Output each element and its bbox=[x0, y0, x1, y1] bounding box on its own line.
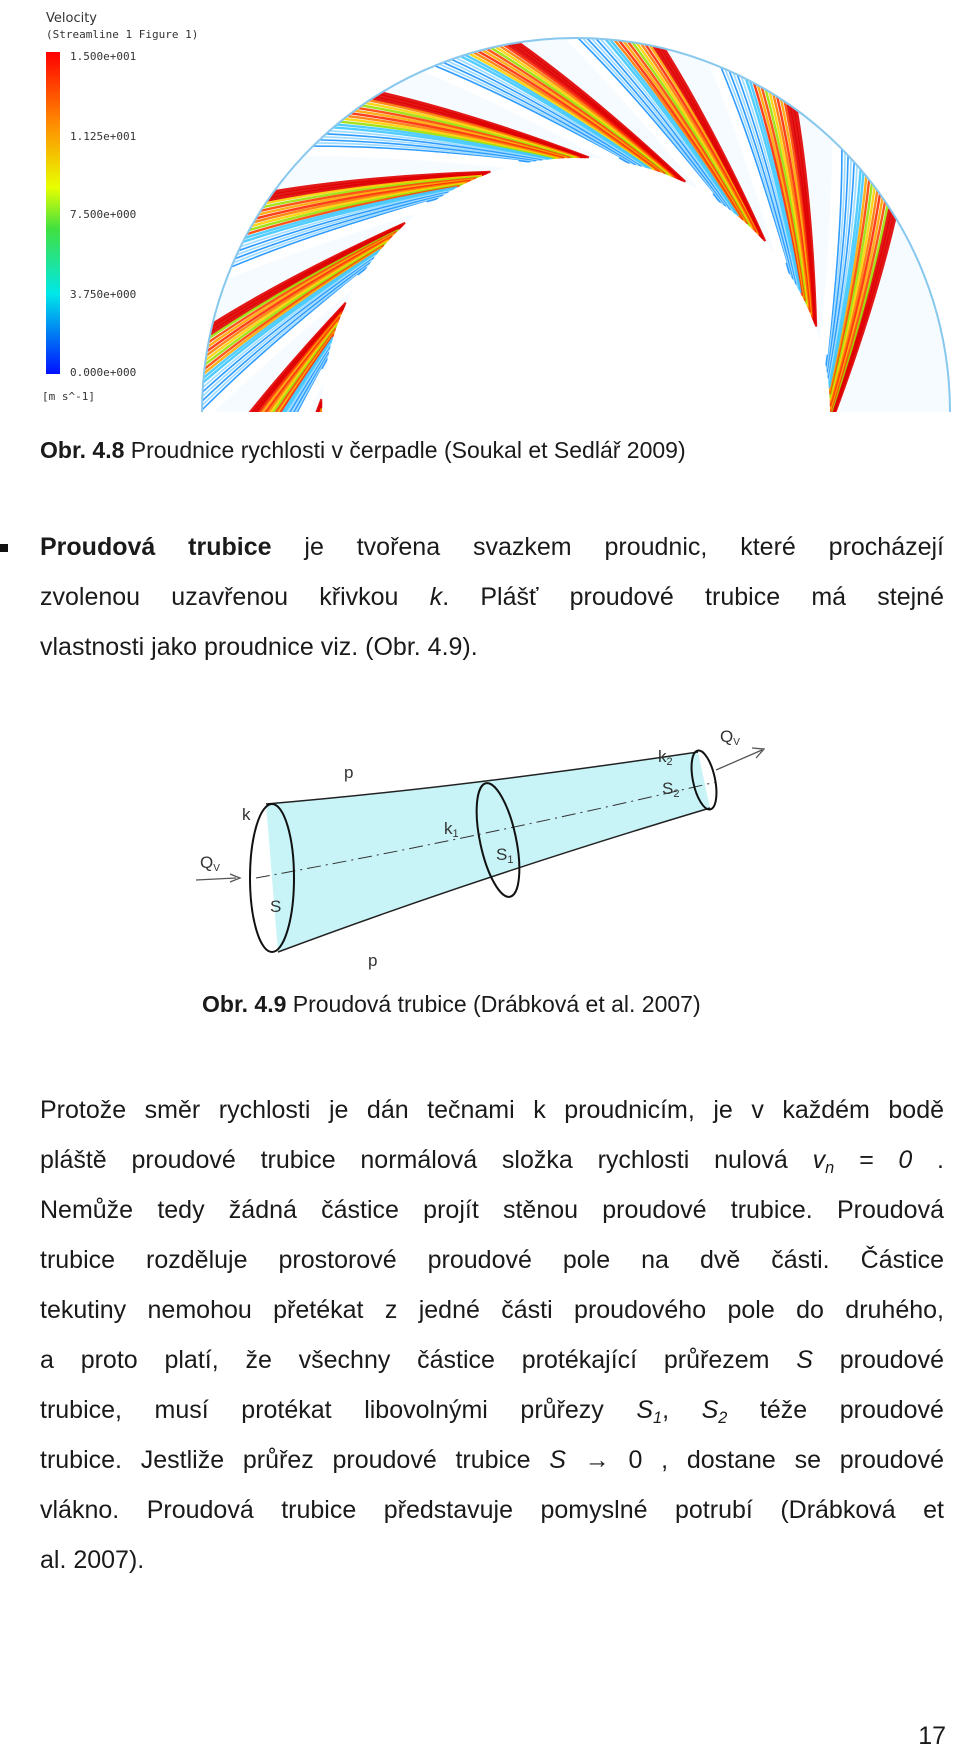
legend-tick: 0.000e+000 bbox=[70, 366, 137, 379]
text: . Plášť proudové trubice má stejné bbox=[442, 583, 944, 611]
label-k2: k2 bbox=[658, 747, 673, 768]
legend-subtitle: (Streamline 1 Figure 1) bbox=[46, 28, 199, 41]
text: trubice. Jestliže průřez proudové trubice bbox=[40, 1446, 550, 1474]
text: a proto platí, že všechny částice protékající průřezem bbox=[40, 1346, 797, 1374]
var-v: $v_n$ bbox=[812, 1146, 835, 1177]
outflow-arrow bbox=[716, 750, 762, 770]
caption-text: Proudová trubice (Drábková et al. 2007) bbox=[286, 991, 701, 1017]
text: trubice, musí protékat libovolnými průřezy bbox=[40, 1396, 637, 1424]
text: Nemůže tedy žádná částice projít stěnou proudové trubice. Proudová bbox=[40, 1196, 944, 1224]
text: vlákno. Proudová trubice představuje pomyslné potrubí (Drábková et bbox=[40, 1496, 944, 1524]
legend-tick: 3.750e+000 bbox=[70, 288, 137, 301]
legend-tick: 7.500e+000 bbox=[70, 208, 137, 221]
text: , bbox=[662, 1396, 702, 1424]
var-s2: $S_2$ bbox=[701, 1396, 728, 1427]
var-s: S bbox=[796, 1346, 813, 1374]
text: , dostane se proudové bbox=[642, 1446, 944, 1474]
text: vlastnosti jako proudnice viz. (Obr. 4.9). bbox=[40, 633, 478, 661]
page-number: 17 bbox=[918, 1722, 946, 1750]
label-s2: S2 bbox=[662, 779, 680, 800]
var-s: S bbox=[549, 1446, 566, 1474]
equals-zero: = 0 bbox=[834, 1146, 913, 1174]
legend-tick: 1.125e+001 bbox=[70, 130, 137, 143]
label-p-bottom: p bbox=[368, 951, 378, 970]
legend-tick: 1.500e+001 bbox=[70, 50, 137, 63]
text: pláště proudové trubice normálová složka rychlosti nulová bbox=[40, 1146, 813, 1174]
var-k: k bbox=[429, 583, 443, 611]
label-p-top: p bbox=[344, 763, 354, 782]
body-paragraph bbox=[40, 1085, 944, 1585]
inflow-arrow bbox=[196, 878, 236, 880]
figure-caption-4-9 bbox=[202, 990, 701, 1018]
caption-label: Obr. 4.8 bbox=[40, 437, 125, 463]
label-k: k bbox=[242, 805, 251, 824]
text: zvolenou uzavřenou křivkou bbox=[40, 583, 430, 611]
color-scale-bar bbox=[46, 52, 60, 374]
legend-title: Velocity bbox=[46, 11, 97, 26]
text: téže proudové bbox=[727, 1396, 944, 1424]
text: Protože směr rychlosti je dán tečnami k proudnicím, je v každém bodě bbox=[40, 1096, 944, 1124]
figure-caption-4-8 bbox=[40, 436, 686, 464]
stream-tube-diagram bbox=[196, 728, 776, 973]
label-k1: k1 bbox=[444, 819, 459, 840]
caption-text: Proudnice rychlosti v čerpadle (Soukal et Sedlář 2009) bbox=[124, 437, 686, 463]
bullet-marker bbox=[0, 544, 8, 552]
text: al. 2007). bbox=[40, 1546, 145, 1574]
caption-label: Obr. 4.9 bbox=[202, 991, 287, 1017]
text: proudové bbox=[812, 1346, 944, 1374]
tube-body bbox=[266, 752, 710, 952]
legend-unit: [m s^-1] bbox=[42, 390, 95, 403]
text: trubice rozděluje prostorové proudové pole na dvě části. Částice bbox=[40, 1246, 944, 1274]
label-s: S bbox=[270, 897, 282, 916]
streamline-velocity-figure bbox=[36, 0, 960, 412]
text: tekutiny nemohou přetékat z jedné části proudového pole do druhého, bbox=[40, 1296, 944, 1324]
velocity-legend bbox=[42, 11, 198, 403]
label-qv-in: QV bbox=[200, 853, 220, 874]
label-qv-out: QV bbox=[720, 728, 740, 748]
term-bold: Proudová trubice bbox=[40, 533, 272, 561]
var-s1: $S_1$ bbox=[636, 1396, 663, 1427]
text: je tvořena svazkem proudnic, které procházejí bbox=[271, 533, 945, 561]
text: → 0 bbox=[565, 1446, 643, 1474]
label-s1: S1 bbox=[496, 845, 514, 866]
bullet-paragraph bbox=[40, 522, 944, 672]
impeller-streamlines bbox=[202, 38, 950, 412]
text: . bbox=[912, 1146, 944, 1174]
